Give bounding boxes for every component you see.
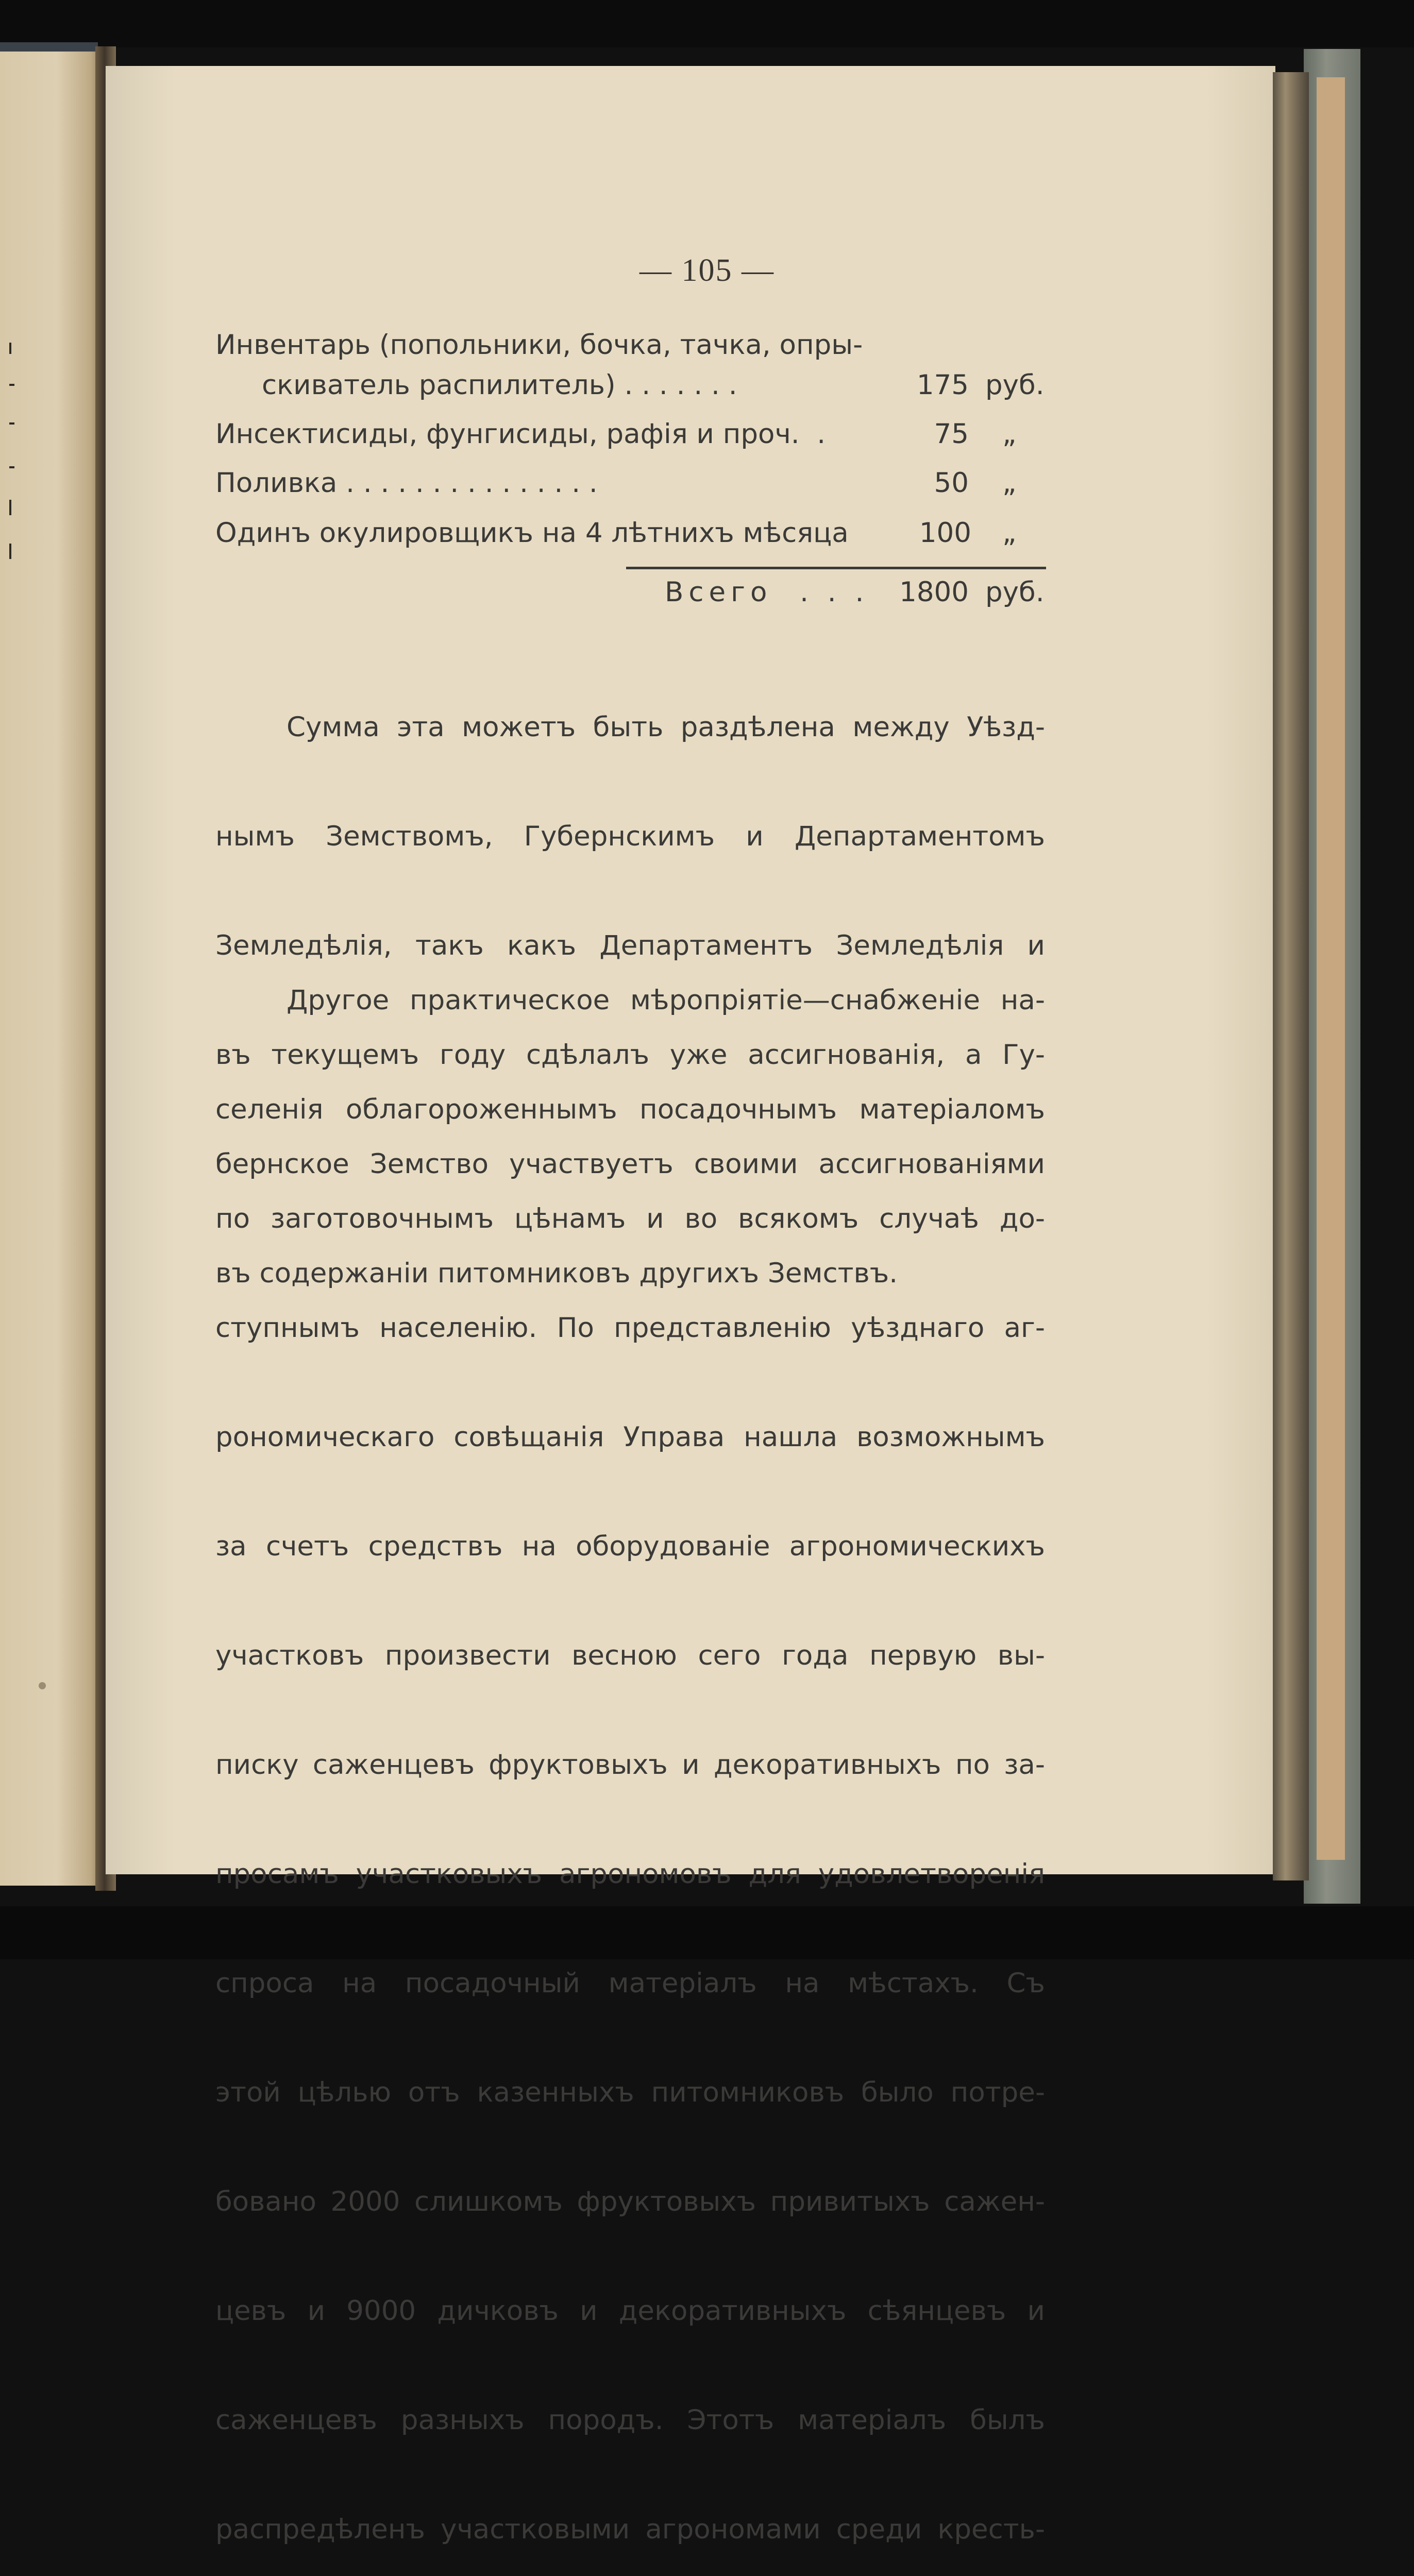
- paragraph-2: [215, 914, 1045, 2576]
- paragraph-line: цевъ и 9000 дичковъ и декоративныхъ сѣянцевъ и: [215, 2295, 1045, 2327]
- paragraph-line: нымъ Земствомъ, Губернскимъ и Департаментомъ: [215, 821, 1045, 852]
- facing-page-ink-mark: [9, 466, 14, 468]
- facing-page-left: [0, 52, 103, 1886]
- spine-mark: [0, 42, 98, 52]
- ledger-total-label: Всего . . .: [665, 577, 869, 608]
- paragraph-line: саженцевъ разныхъ породъ. Этотъ матеріалъ былъ: [215, 2404, 1045, 2436]
- paragraph-line: въ текущемъ году сдѣлалъ уже ассигнованія, а Гу-: [215, 1039, 1045, 1071]
- paragraph-line: ступнымъ населенію. По представленію уѣзднаго аг-: [215, 1312, 1045, 1344]
- paragraph-line: распредѣленъ участковыми агрономами среди кресть-: [215, 2514, 1045, 2545]
- paragraph-line: Земледѣлія, такъ какъ Департаментъ Земледѣлія и: [215, 930, 1045, 961]
- page-number: — 105 —: [639, 253, 775, 288]
- ledger-item-4-unit: „: [1002, 517, 1017, 549]
- facing-page-ink-mark: [9, 544, 11, 559]
- page-fore-edge: [1273, 72, 1309, 1880]
- paragraph-line: за счетъ средствъ на оборудованіе агрономическихъ: [215, 1531, 1045, 1562]
- ledger-item-4-amount: 100: [919, 517, 971, 549]
- paragraph-line: селенія облагороженнымъ посадочнымъ матеріаломъ: [215, 1094, 1045, 1125]
- paragraph-line: писку саженцевъ фруктовыхъ и декоративныхъ по за-: [215, 1749, 1045, 1781]
- paragraph-line: рономическаго совѣщанія Управа нашла возможнымъ: [215, 1421, 1045, 1453]
- ledger-item-2-amount: 75: [934, 418, 969, 450]
- paragraph-line: Сумма эта можетъ быть раздѣлена между Уѣзд-: [287, 711, 1045, 743]
- total-rule: [626, 567, 1046, 569]
- ledger-item-2-unit: „: [1002, 418, 1017, 450]
- ledger-item-3-unit: „: [1002, 467, 1017, 499]
- ledger-item-1-unit: руб.: [985, 369, 1045, 401]
- paragraph-line: бовано 2000 слишкомъ фруктовыхъ привитыхъ сажен-: [215, 2186, 1045, 2217]
- ledger-item-1-line-1: Инвентарь (попольники, бочка, тачка, опры-: [215, 329, 863, 361]
- ledger-total-unit: руб.: [985, 577, 1045, 608]
- paragraph-line: по заготовочнымъ цѣнамъ и во всякомъ случаѣ до-: [215, 1203, 1045, 1234]
- scan-border-top: [0, 0, 1414, 47]
- ledger-item-2-label: Инсектисиды, фунгисиды, рафія и проч. .: [215, 418, 826, 450]
- paragraph-line: бернское Земство участвуетъ своими ассигнованіями: [215, 1148, 1045, 1180]
- ledger-item-1-amount: 175: [916, 369, 969, 401]
- paragraph-line: просамъ участковыхъ агрономовъ для удовлетворенія: [215, 1858, 1045, 1890]
- paragraph-line: въ содержаніи питомниковъ другихъ Земствъ.: [215, 1258, 898, 1289]
- paragraph-line: спроса на посадочный матеріалъ на мѣстахъ. Съ: [215, 1968, 1045, 1999]
- ledger-item-3-amount: 50: [934, 467, 969, 499]
- ledger-item-1-line-2: скиватель распилитель) . . . . . . .: [262, 369, 737, 401]
- facing-page-ink-mark: [9, 500, 11, 515]
- facing-page-ink-mark: [9, 343, 11, 354]
- ledger-item-4-label: Одинъ окулировщикъ на 4 лѣтнихъ мѣсяца: [215, 517, 849, 549]
- ledger-item-3-label: Поливка . . . . . . . . . . . . . . .: [215, 467, 598, 499]
- facing-page-spot: [39, 1682, 46, 1689]
- ledger-total-amount: 1800: [899, 577, 969, 608]
- paragraph-line: участковъ произвести весною сего года первую вы-: [215, 1640, 1045, 1671]
- book-cover-edge: [1317, 77, 1345, 1860]
- facing-page-ink-mark: [9, 422, 14, 425]
- paragraph-line: этой цѣлью отъ казенныхъ питомниковъ было потре-: [215, 2077, 1045, 2108]
- facing-page-ink-mark: [9, 384, 14, 386]
- paragraph-line: Другое практическое мѣропріятіе—снабженіе на-: [287, 985, 1045, 1016]
